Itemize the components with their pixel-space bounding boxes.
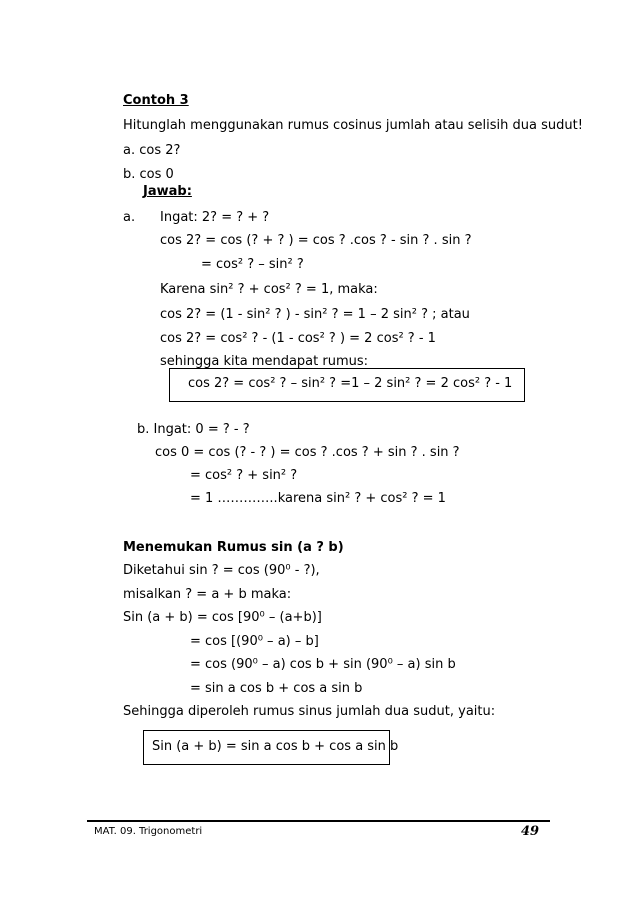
part-a-line-2: cos 2? = cos (? + ? ) = cos ? .cos ? - sin ? . sin ? bbox=[160, 233, 472, 248]
section-line-1: Diketahui sin ? = cos (90⁰ - ?), bbox=[123, 563, 320, 578]
section-line-5: = cos (90⁰ – a) cos b + sin (90⁰ – a) sin b bbox=[190, 657, 456, 672]
part-a-line-7: sehingga kita mendapat rumus: bbox=[160, 354, 369, 369]
part-a-line-3: = cos² ? – sin² ? bbox=[201, 257, 304, 272]
section-line-2: misalkan ? = a + b maka: bbox=[123, 587, 292, 602]
part-b-line-1: b. Ingat: 0 = ? - ? bbox=[137, 422, 250, 437]
section-line-7: Sehingga diperoleh rumus sinus jumlah dua sudut, yaitu: bbox=[123, 704, 496, 719]
section-line-4: = cos [(90⁰ – a) – b] bbox=[190, 634, 319, 649]
part-a-line-1: Ingat: 2? = ? + ? bbox=[160, 210, 270, 225]
sin-sum-formula-box bbox=[143, 730, 399, 765]
part-a-marker: a. bbox=[123, 210, 136, 225]
sin-sum-formula: Sin (a + b) = sin a cos b + cos a sin b bbox=[152, 739, 399, 754]
part-b-line-2: cos 0 = cos (? - ? ) = cos ? .cos ? + sin ? . sin ? bbox=[155, 445, 460, 460]
footer-course: MAT. 09. Trigonometri bbox=[94, 826, 203, 837]
example-item-b: b. cos 0 bbox=[123, 167, 174, 182]
cos2-formula-box bbox=[169, 368, 525, 402]
part-a-line-4: Karena sin² ? + cos² ? = 1, maka: bbox=[160, 282, 378, 297]
cos2-formula: cos 2? = cos² ? – sin² ? =1 – 2 sin² ? = 2 cos² ? - 1 bbox=[188, 376, 513, 391]
section-title: Menemukan Rumus sin (a ? b) bbox=[123, 540, 344, 555]
section-line-3: Sin (a + b) = cos [90⁰ – (a+b)] bbox=[123, 610, 322, 625]
footer-rule bbox=[87, 820, 550, 822]
part-a-line-6: cos 2? = cos² ? - (1 - cos² ? ) = 2 cos² ? - 1 bbox=[160, 331, 436, 346]
example-item-a: a. cos 2? bbox=[123, 143, 181, 158]
answer-title: Jawab: bbox=[143, 184, 192, 199]
page-number: 49 bbox=[521, 824, 540, 839]
example-instruction: Hitunglah menggunakan rumus cosinus jumlah atau selisih dua sudut! bbox=[123, 118, 583, 133]
part-b-line-4: = 1 …………..karena sin² ? + cos² ? = 1 bbox=[190, 491, 446, 506]
part-a-line-5: cos 2? = (1 - sin² ? ) - sin² ? = 1 – 2 sin² ? ; atau bbox=[160, 307, 470, 322]
section-line-6: = sin a cos b + cos a sin b bbox=[190, 681, 363, 696]
example-title: Contoh 3 bbox=[123, 93, 189, 108]
part-b-line-3: = cos² ? + sin² ? bbox=[190, 468, 298, 483]
